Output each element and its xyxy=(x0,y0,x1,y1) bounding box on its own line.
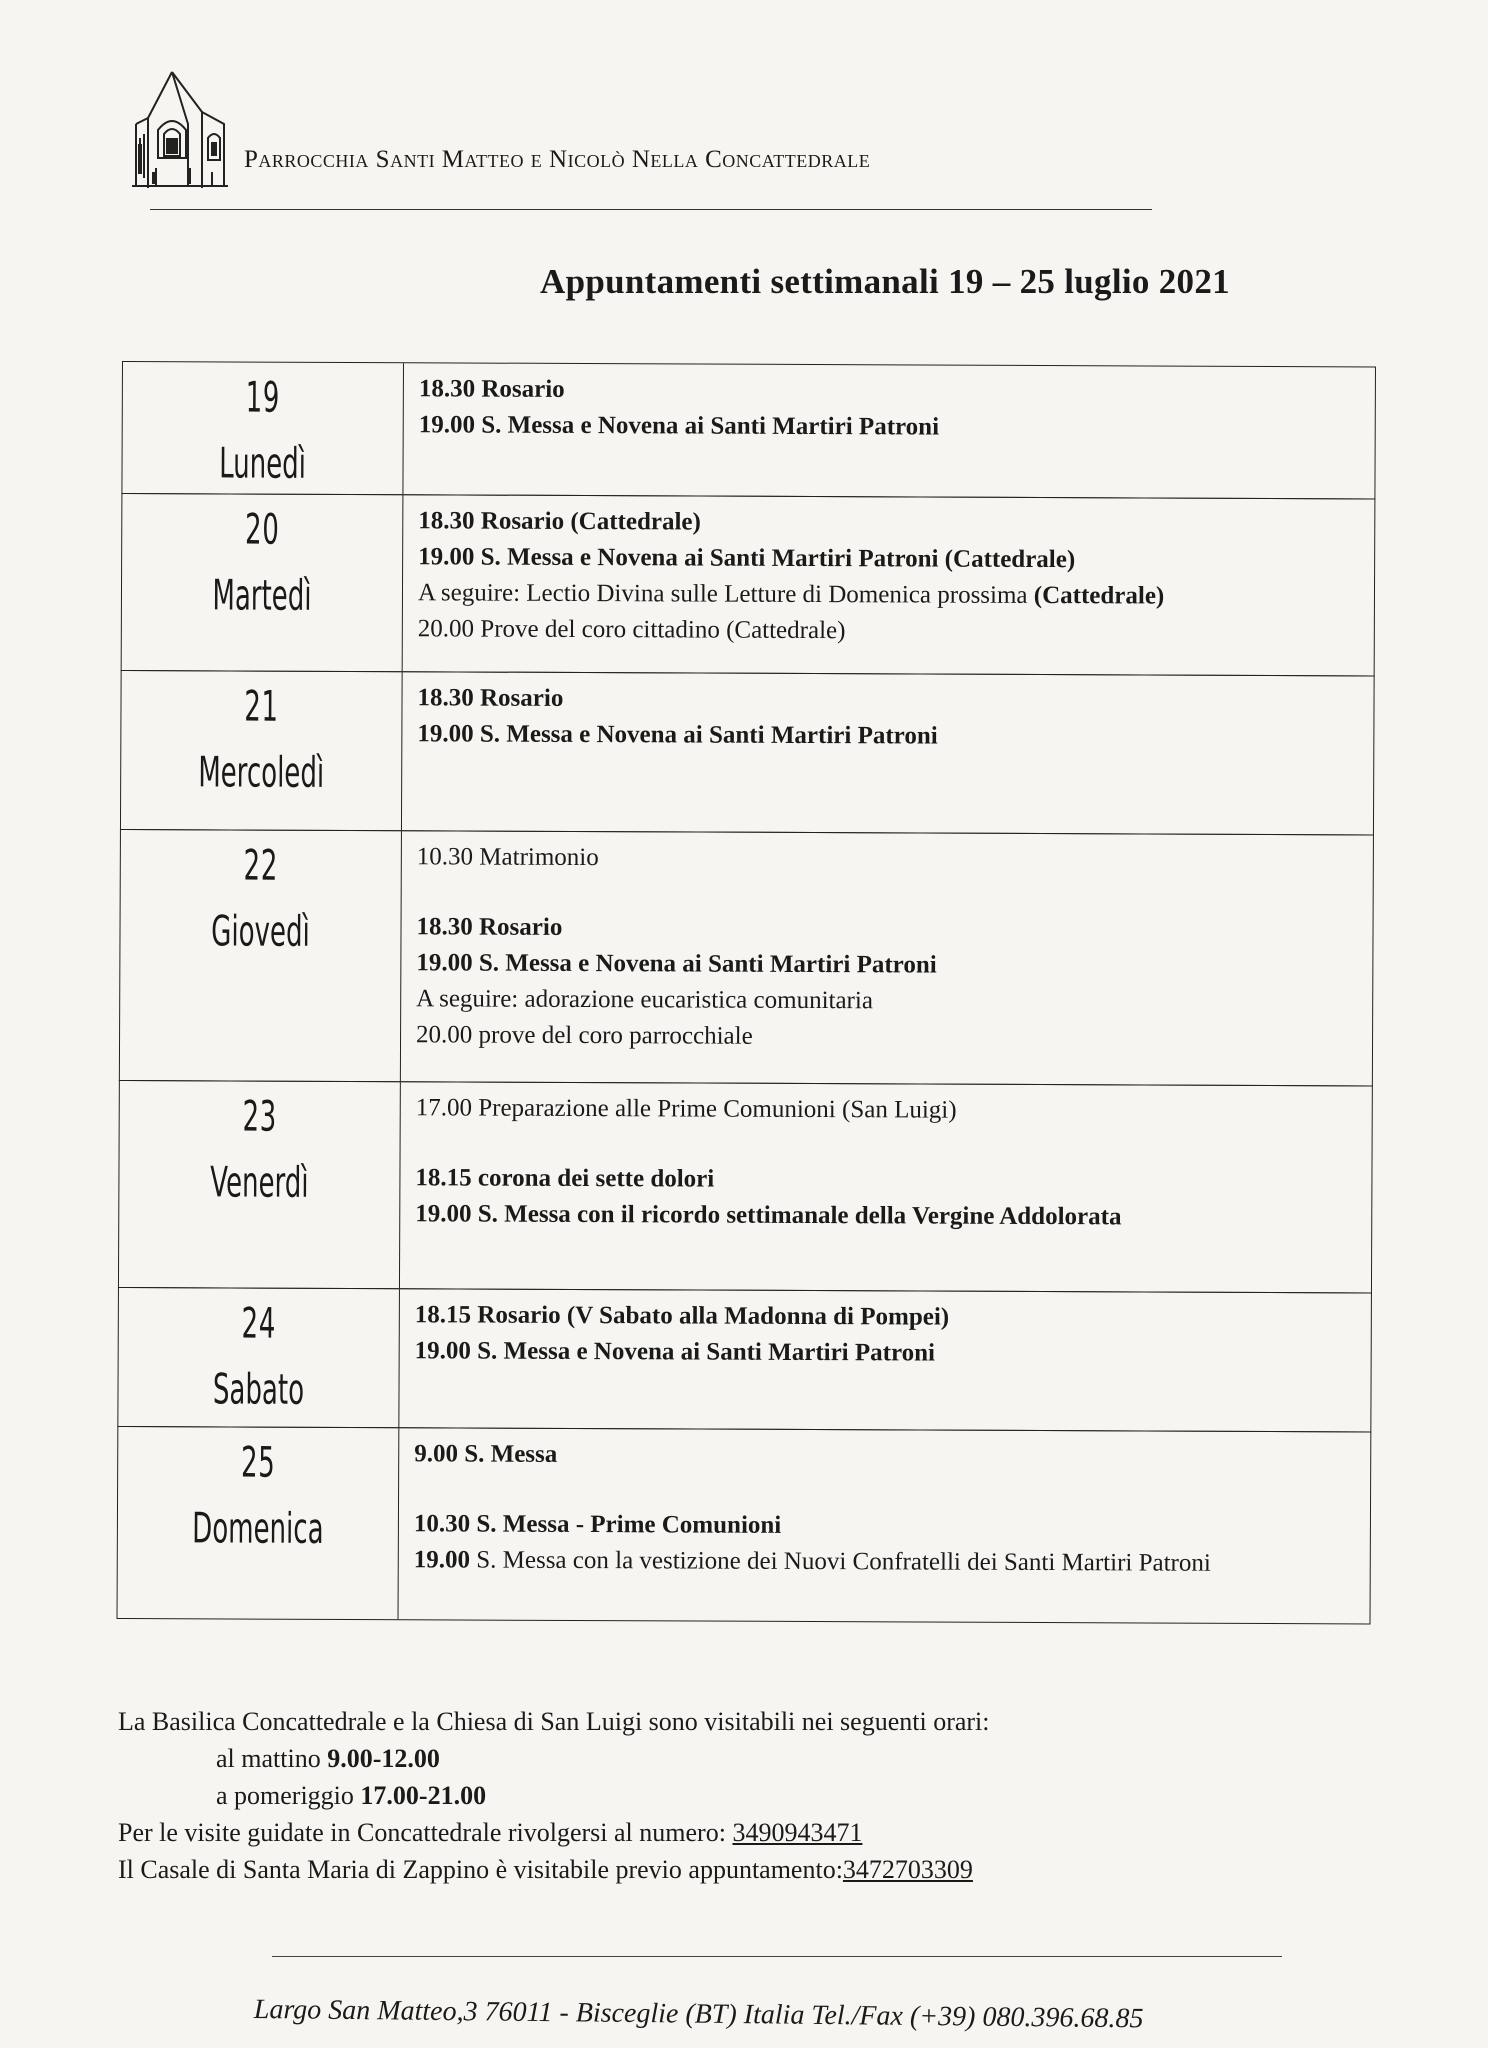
spacer xyxy=(414,1472,1360,1510)
casale-line xyxy=(118,1851,990,1888)
event-line: 18.30 Rosario xyxy=(418,375,565,403)
spacer xyxy=(416,1126,1362,1164)
notes-intro: La Basilica Concattedrale e la Chiesa di San Luigi sono visitabili nei seguenti orari: xyxy=(118,1707,990,1736)
morning-hours-line xyxy=(118,1740,990,1777)
day-number: 19 xyxy=(245,372,281,422)
casale-phone-number: 3472703309 xyxy=(842,1855,973,1884)
event-line: 19.00 S. Messa e Novena ai Santi Martiri Patroni xyxy=(418,411,940,441)
event-line: 20.00 Prove del coro cittadino (Cattedrale) xyxy=(417,615,846,645)
header-divider xyxy=(150,209,1152,210)
events-cell xyxy=(418,503,1365,651)
guided-visits-line xyxy=(118,1814,990,1851)
day-cell xyxy=(122,494,404,671)
day-cell xyxy=(120,830,402,1081)
weekly-schedule-table xyxy=(117,361,1376,1624)
event-line: 18.15 Rosario (V Sabato alla Madonna di Pompei) xyxy=(414,1301,950,1331)
day-cell xyxy=(118,1427,400,1619)
morning-hours: 9.00-12.00 xyxy=(327,1744,440,1773)
day-number: 20 xyxy=(244,504,280,554)
day-number: 22 xyxy=(243,840,279,890)
events-cell xyxy=(415,1090,1362,1236)
guided-phone-number: 3490943471 xyxy=(732,1818,863,1847)
day-cell xyxy=(119,1081,401,1288)
event-time: 19.00 xyxy=(413,1546,471,1574)
visiting-hours-notes xyxy=(118,1703,990,1888)
morning-label: al mattino xyxy=(216,1744,328,1773)
event-location: (Cattedrale) xyxy=(1033,581,1165,610)
table-row xyxy=(118,1080,1373,1293)
event-line: 9.00 S. Messa xyxy=(414,1440,558,1468)
afternoon-label: a pomeriggio xyxy=(216,1781,361,1810)
event-line: 10.30 Matrimonio xyxy=(416,843,599,872)
events-cell xyxy=(417,680,1363,756)
footer-divider xyxy=(272,1956,1282,1957)
event-line xyxy=(414,1542,1360,1582)
day-cell xyxy=(122,362,404,494)
events-cell xyxy=(419,371,1365,447)
day-name: Sabato xyxy=(212,1364,305,1414)
event-line: 18.30 Rosario (Cattedrale) xyxy=(418,507,701,536)
event-line: 20.00 prove del coro parrocchiale xyxy=(416,1021,753,1050)
table-row xyxy=(120,670,1375,835)
event-text: S. Messa con la vestizione dei Nuovi Confratelli dei Santi Martiri Patroni xyxy=(469,1546,1211,1577)
afternoon-hours-line xyxy=(118,1777,990,1814)
afternoon-hours: 17.00-21.00 xyxy=(360,1781,487,1810)
day-number: 21 xyxy=(244,681,279,731)
day-name: Venerdì xyxy=(210,1157,309,1207)
day-name: Martedì xyxy=(212,570,312,620)
table-row xyxy=(121,361,1376,499)
event-line: 18.30 Rosario xyxy=(416,913,563,941)
guided-label: Per le visite guidate in Concattedrale rivolgersi al numero: xyxy=(118,1818,733,1847)
table-row xyxy=(117,1426,1372,1624)
table-row xyxy=(117,1287,1372,1432)
event-line: 18.30 Rosario xyxy=(417,684,564,712)
day-number: 25 xyxy=(240,1437,276,1487)
events-cell xyxy=(416,839,1363,1057)
event-line: 19.00 S. Messa e Novena ai Santi Martiri Patroni (Cattedrale) xyxy=(418,543,1076,574)
day-cell xyxy=(121,671,403,830)
day-number: 24 xyxy=(241,1298,277,1348)
table-row xyxy=(121,493,1376,676)
parish-name: Parrocchia Santi Matteo e Nicolò Nella Concattedrale xyxy=(244,146,871,173)
day-name: Lunedì xyxy=(219,438,307,488)
day-number: 23 xyxy=(242,1091,277,1141)
day-cell xyxy=(118,1288,400,1427)
footer-address: Largo San Matteo,3 76011 - Bisceglie (BT) Italia Tel./Fax (+39) 080.396.68.85 xyxy=(253,1994,1144,2035)
event-line: A seguire: adorazione eucaristica comunitaria xyxy=(416,985,874,1015)
event-line: 19.00 S. Messa e Novena ai Santi Martiri Patroni xyxy=(417,720,938,750)
casale-label: Il Casale di Santa Maria di Zappino è visitabile previo appuntamento: xyxy=(118,1855,843,1884)
event-line: 18.15 corona dei sette dolori xyxy=(415,1164,715,1193)
event-line: 17.00 Preparazione alle Prime Comunioni (San Luigi) xyxy=(415,1094,957,1124)
event-line: 19.00 S. Messa e Novena ai Santi Martiri Patroni xyxy=(414,1337,936,1367)
event-text: A seguire: Lectio Divina sulle Letture di Domenica prossima xyxy=(417,579,1034,609)
day-name: Domenica xyxy=(192,1503,324,1553)
cathedral-icon xyxy=(128,68,232,192)
table-row xyxy=(119,829,1374,1086)
events-cell xyxy=(414,1436,1361,1582)
event-line: 10.30 S. Messa - Prime Comunioni xyxy=(413,1510,782,1539)
event-line: 19.00 S. Messa e Novena ai Santi Martiri Patroni xyxy=(416,949,937,979)
day-name: Mercoledì xyxy=(198,747,325,797)
event-line: 19.00 S. Messa con il ricordo settimanale della Vergine Addolorata xyxy=(415,1200,1122,1231)
spacer xyxy=(417,875,1363,913)
events-cell xyxy=(415,1297,1361,1373)
event-line xyxy=(418,575,1364,615)
day-name: Giovedì xyxy=(211,906,310,956)
page-title: Appuntamenti settimanali 19 – 25 luglio 2021 xyxy=(540,262,1230,301)
